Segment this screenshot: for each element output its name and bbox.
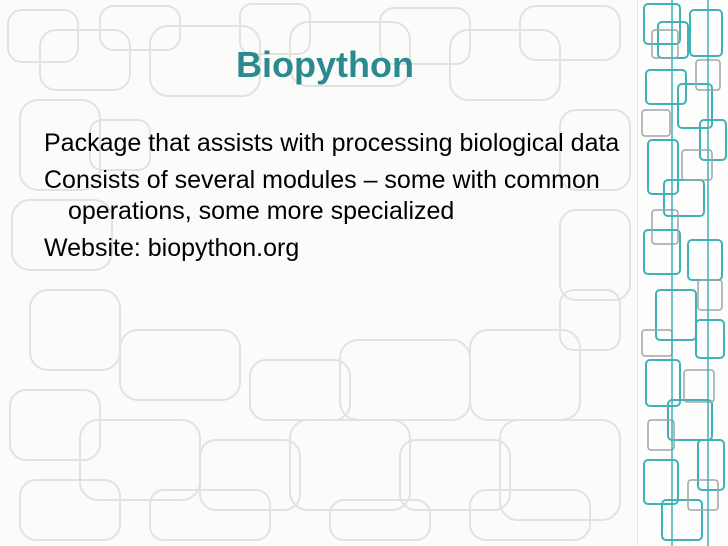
bullet-list — [44, 128, 624, 269]
bullet-item: Package that assists with processing biological data — [44, 129, 620, 157]
bullet-item: Consists of several modules – some with common operations, some more specialized — [44, 165, 600, 225]
bullet-item: Website: biopython.org — [44, 233, 300, 262]
slide-title: Biopython — [236, 44, 414, 85]
decorative-side-panel — [638, 0, 728, 546]
